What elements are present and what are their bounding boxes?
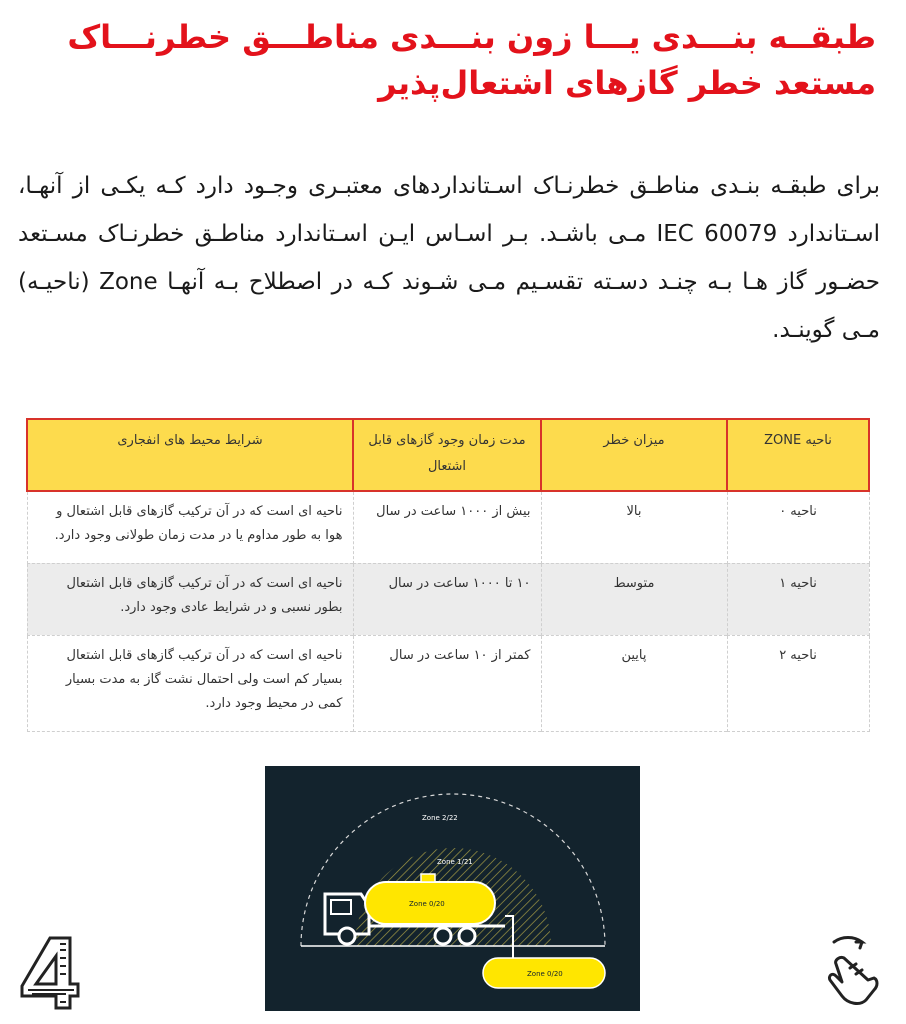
page-title <box>16 14 876 106</box>
hazard-zone-diagram <box>265 766 640 1011</box>
cell-conditions: ناحیه ای است که در آن ترکیب گازهای قابل اشتعال بسیار کم است ولی احتمال نشت گاز به مدت بسیار کمی در محیط وجود دارد. <box>27 635 353 731</box>
cell-conditions: ناحیه ای است که در آن ترکیب گازهای قابل اشتعال بطور نسبی و در شرایط عادی وجود دارد. <box>27 563 353 635</box>
hazard-zone-illustration <box>265 766 640 1011</box>
cell-risk: متوسط <box>541 563 727 635</box>
cell-zone: ناحیه ۲ <box>727 635 869 731</box>
table-row <box>27 563 869 635</box>
table-row <box>27 635 869 731</box>
page-number <box>16 934 82 1012</box>
intro-paragraph: برای طبقـه بنـدی مناطـق خطرنـاک اسـتانداردهای معتبـری وجـود دارد کـه یکـی از آنهـا، اسـتاندارد IEC 60079 مـی باشـد. بـر اسـاس ایـن اسـتاندارد مناطـق خطرنـاک مسـتعد حضـور گاز هـا بـه چنـد دسـته تقسـیم مـی شـوند کـه در اصطلاح بـه آنهـا Zone (ناحیـه) مـی گوینـد. <box>18 173 881 343</box>
cell-duration: ۱۰ تا ۱۰۰۰ ساعت در سال <box>353 563 541 635</box>
label-zone-outer: Zone 2/22 <box>422 814 458 822</box>
cell-conditions: ناحیه ای است که در آن ترکیب گازهای قابل اشتعال و هوا به طور مداوم یا در مدت زمان طولانی وجود دارد. <box>27 491 353 563</box>
cell-duration: بیش از ۱۰۰۰ ساعت در سال <box>353 491 541 563</box>
cell-risk: پایین <box>541 635 727 731</box>
cell-risk: بالا <box>541 491 727 563</box>
label-zone-underground: Zone 0/20 <box>527 970 563 978</box>
header-risk: میزان خطر <box>541 419 727 491</box>
label-zone-middle: Zone 1/21 <box>437 858 473 866</box>
cell-duration: کمتر از ۱۰ ساعت در سال <box>353 635 541 731</box>
swipe-hand-icon <box>820 934 886 1006</box>
zone-classification-table <box>26 418 870 732</box>
page-number-text: 4 <box>49 1010 50 1011</box>
table-row <box>27 491 869 563</box>
number-four-icon <box>16 934 82 1012</box>
label-zone-tank: Zone 0/20 <box>409 900 445 908</box>
header-duration: مدت زمان وجود گازهای قابل اشتعال <box>353 419 541 491</box>
header-conditions: شرایط محیط های انفجاری <box>27 419 353 491</box>
table-header-row <box>27 419 869 491</box>
title-line-1: طبقــه بنـــدی یـــا زون بنـــدی مناطـــق خطرنـــاک <box>67 18 876 56</box>
title-line-2: مستعد خطر گازهای اشتعال‌پذیر <box>378 64 876 102</box>
cell-zone: ناحیه ۰ <box>727 491 869 563</box>
header-zone: ناحیه ZONE <box>727 419 869 491</box>
cell-zone: ناحیه ۱ <box>727 563 869 635</box>
